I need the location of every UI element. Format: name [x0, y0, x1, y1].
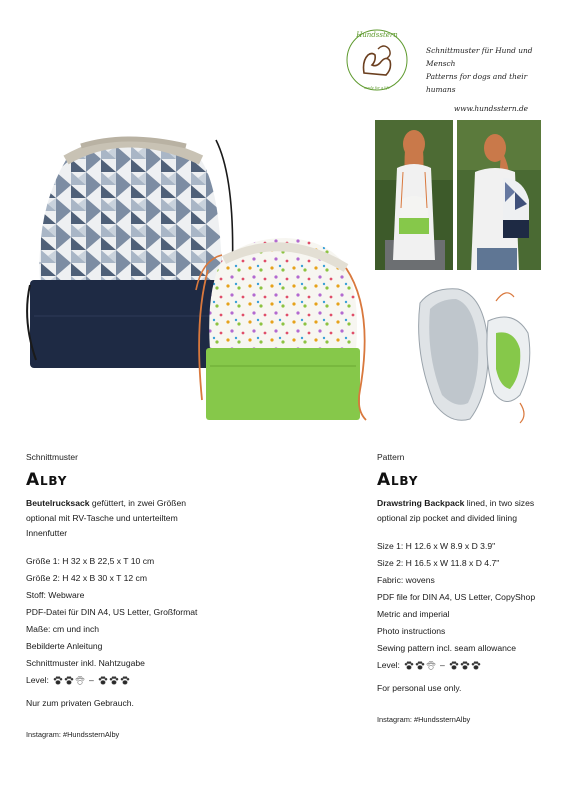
product-title-en — [377, 470, 557, 490]
spec-item: Größe 2: H 42 x B 30 x T 12 cm — [26, 573, 148, 583]
tagline-de: Schnittmuster für Hund und Mensch — [426, 46, 533, 68]
backpacks-photo — [26, 120, 368, 430]
spec-item: Maße: cm und inch — [26, 624, 100, 634]
desc-line2-de: optional mit RV-Tasche und unterteiltem Innenfutter — [26, 513, 178, 538]
description-de — [26, 496, 206, 541]
spec-item: Size 2: H 16.5 x W 11.8 x D 4.7" — [377, 558, 500, 568]
english-column — [377, 452, 557, 724]
paw-filled-icon — [471, 661, 481, 670]
level-label-en: Level: — [377, 660, 400, 670]
spec-item: Metric and imperial — [377, 609, 450, 619]
paw-filled-icon — [449, 661, 459, 670]
desc-bold-de: Beutelrucksack — [26, 498, 90, 508]
german-column — [26, 452, 206, 739]
level-label-de: Level: — [26, 675, 49, 685]
hundsstern-logo — [342, 25, 412, 95]
worn-photo-1 — [375, 120, 453, 270]
paw-filled-icon — [404, 661, 414, 670]
spec-item: Bebilderte Anleitung — [26, 641, 103, 651]
instagram-tag-de: Instagram: #HundssternAlby — [26, 730, 120, 739]
paw-rating-min — [404, 661, 436, 670]
description-en — [377, 496, 557, 526]
level-de — [26, 672, 206, 689]
product-title-de — [26, 470, 206, 490]
paw-rating-min — [53, 676, 85, 685]
paw-filled-icon — [415, 661, 425, 670]
desc-line2-en: optional zip pocket and divided lining — [377, 513, 517, 523]
paw-outline-icon — [75, 676, 85, 685]
paw-filled-icon — [109, 676, 119, 685]
website-url: www.hundsstern.de — [453, 104, 529, 113]
desc-rest-en: lined, in two sizes — [464, 498, 535, 508]
spec-item: Schnittmuster inkl. Nahtzugabe — [26, 658, 145, 668]
spec-item: Stoff: Webware — [26, 590, 85, 600]
spec-item: Size 1: H 12.6 x W 8.9 x D 3.9" — [377, 541, 496, 551]
paw-filled-icon — [53, 676, 63, 685]
paw-filled-icon — [64, 676, 74, 685]
paw-filled-icon — [98, 676, 108, 685]
product-name-en: Alby — [377, 470, 419, 490]
product-name-de: Alby — [26, 470, 68, 490]
lining-photo — [410, 283, 536, 428]
paw-filled-icon — [460, 661, 470, 670]
worn-photo-2 — [457, 120, 541, 270]
usage-note-de: Nur zum privaten Gebrauch. — [26, 698, 134, 708]
spec-item: Photo instructions — [377, 626, 446, 636]
paw-rating-max — [98, 676, 130, 685]
paw-rating-max — [449, 661, 481, 670]
level-sep-de: – — [88, 675, 94, 685]
level-sep-en: – — [439, 660, 445, 670]
spec-item: Fabric: wovens — [377, 575, 435, 585]
paw-outline-icon — [426, 661, 436, 670]
instagram-tag-en: Instagram: #HundssternAlby — [377, 715, 471, 724]
spec-item: PDF file for DIN A4, US Letter, CopyShop — [377, 592, 536, 602]
spec-item: Sewing pattern incl. seam allowance — [377, 643, 517, 653]
spec-item: Größe 1: H 32 x B 22,5 x T 10 cm — [26, 556, 155, 566]
level-en — [377, 657, 557, 674]
spec-list-en — [377, 538, 557, 657]
tagline-en: Patterns for dogs and their humans — [426, 72, 528, 94]
desc-rest-de: gefüttert, in zwei Größen — [89, 498, 187, 508]
spec-list-de — [26, 553, 206, 672]
usage-note-en: For personal use only. — [377, 683, 462, 693]
paw-filled-icon — [120, 676, 130, 685]
tagline — [426, 44, 556, 115]
desc-bold-en: Drawstring Backpack — [377, 498, 465, 508]
svg-text:made for a life: made for a life — [364, 86, 390, 90]
spec-item: PDF-Datei für DIN A4, US Letter, Großformat — [26, 607, 198, 617]
svg-text:Hundsstern: Hundsstern — [356, 31, 398, 39]
kicker-en: Pattern — [377, 452, 405, 462]
kicker-de: Schnittmuster — [26, 452, 78, 462]
